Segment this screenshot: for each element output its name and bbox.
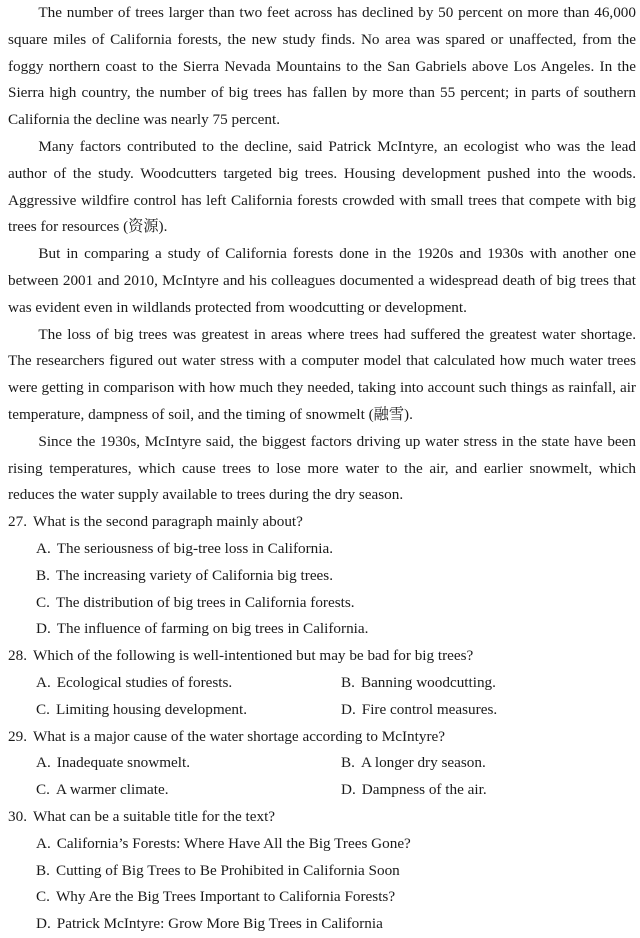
option-text: The increasing variety of California big trees. bbox=[55, 566, 334, 584]
option-letter: B. bbox=[341, 673, 355, 691]
passage-paragraph-5: Since the 1930s, McIntyre said, the biggest factors driving up water stress in the state have been rising temperatures, which cause trees to lose more water to the air, and earlier snowmelt, which reduces the water supply available to trees during the dry season. bbox=[8, 432, 636, 504]
option-b[interactable] bbox=[8, 563, 636, 590]
option-d[interactable] bbox=[341, 697, 497, 724]
option-c[interactable] bbox=[36, 697, 341, 724]
option-letter: D. bbox=[341, 781, 356, 799]
option-row bbox=[8, 777, 636, 804]
option-b[interactable] bbox=[341, 750, 486, 777]
passage-paragraph-4: The loss of big trees was greatest in areas where trees had suffered the greatest water shortage. The researchers figured out water stress with a computer model that calculated how much water trees were getting in comparison with how much they needed, taking into account such things as rainfall, air temperature, dampness of soil, and the timing of snowmelt (融雪). bbox=[8, 325, 636, 423]
question-stem bbox=[8, 724, 636, 751]
option-row bbox=[8, 670, 636, 697]
question-number: 27. bbox=[8, 513, 27, 531]
question-text: What is a major cause of the water shortage according to McIntyre? bbox=[32, 727, 445, 745]
option-letter: D. bbox=[341, 700, 356, 718]
question-text: What is the second paragraph mainly about? bbox=[32, 513, 303, 531]
option-text: A warmer climate. bbox=[55, 781, 169, 799]
option-c[interactable] bbox=[8, 884, 636, 911]
option-text: The distribution of big trees in California forests. bbox=[55, 593, 355, 611]
option-letter: A. bbox=[36, 754, 51, 772]
option-text: Cutting of Big Trees to Be Prohibited in California Soon bbox=[55, 861, 400, 879]
option-d[interactable] bbox=[8, 616, 636, 643]
option-a[interactable] bbox=[36, 670, 341, 697]
question-stem bbox=[8, 509, 636, 536]
option-letter: C. bbox=[36, 700, 50, 718]
question-number: 29. bbox=[8, 727, 27, 745]
passage-paragraph-1: The number of trees larger than two feet across has declined by 50 percent on more than 46,000 square miles of California forests, the new study finds. No area was spared or unaffected, from the foggy northern coast to the Sierra Nevada Mountains to the San Gabriels above Los Angeles. In the Sierra high country, the number of big trees has fallen by more than 55 percent; in parts of southern California the decline was nearly 75 percent. bbox=[8, 4, 636, 129]
question-text: What can be a suitable title for the text? bbox=[32, 807, 276, 825]
option-text: Limiting housing development. bbox=[55, 700, 248, 718]
option-text: Inadequate snowmelt. bbox=[56, 754, 191, 772]
option-a[interactable] bbox=[36, 750, 341, 777]
option-text: Banning woodcutting. bbox=[360, 673, 496, 691]
option-d[interactable] bbox=[341, 777, 487, 804]
passage-paragraph-2: Many factors contributed to the decline, said Patrick McIntyre, an ecologist who was the lead author of the study. Woodcutters targeted big trees. Housing development pushed into the woods. Aggressive wildfire control has left California forests crowded with small trees that compete with big trees for resources (资源). bbox=[8, 137, 636, 236]
option-letter: A. bbox=[36, 834, 51, 852]
option-letter: A. bbox=[36, 673, 51, 691]
option-row bbox=[8, 750, 636, 777]
question-stem bbox=[8, 643, 636, 670]
option-letter: C. bbox=[36, 593, 50, 611]
option-letter: C. bbox=[36, 781, 50, 799]
option-d[interactable] bbox=[8, 911, 636, 938]
option-text: Dampness of the air. bbox=[361, 781, 487, 799]
question-number: 28. bbox=[8, 647, 27, 665]
option-text: Patrick McIntyre: Grow More Big Trees in California bbox=[56, 915, 383, 933]
option-letter: B. bbox=[36, 861, 50, 879]
option-letter: B. bbox=[341, 754, 355, 772]
question-27 bbox=[8, 509, 636, 643]
option-letter: B. bbox=[36, 566, 50, 584]
option-text: Fire control measures. bbox=[361, 700, 498, 718]
question-stem bbox=[8, 804, 636, 831]
passage-paragraph-3: But in comparing a study of California forests done in the 1920s and 1930s with another one between 2001 and 2010, McIntyre and his colleagues documented a widespread death of big trees that was evident even in wildlands protected from woodcutting or development. bbox=[8, 245, 636, 316]
option-text: California’s Forests: Where Have All the Big Trees Gone? bbox=[56, 834, 411, 852]
option-letter: C. bbox=[36, 888, 50, 906]
question-number: 30. bbox=[8, 807, 27, 825]
question-28 bbox=[8, 643, 636, 723]
option-text: Ecological studies of forests. bbox=[56, 673, 233, 691]
option-c[interactable] bbox=[8, 590, 636, 617]
question-29 bbox=[8, 724, 636, 804]
option-letter: A. bbox=[36, 539, 51, 557]
option-row bbox=[8, 697, 636, 724]
option-text: Why Are the Big Trees Important to California Forests? bbox=[55, 888, 396, 906]
option-text: The influence of farming on big trees in California. bbox=[56, 620, 369, 638]
option-letter: D. bbox=[36, 915, 51, 933]
option-letter: D. bbox=[36, 620, 51, 638]
option-b[interactable] bbox=[8, 858, 636, 885]
option-text: The seriousness of big-tree loss in California. bbox=[56, 539, 334, 557]
option-a[interactable] bbox=[8, 536, 636, 563]
question-30 bbox=[8, 804, 636, 938]
question-text: Which of the following is well-intentioned but may be bad for big trees? bbox=[32, 647, 474, 665]
option-a[interactable] bbox=[8, 831, 636, 858]
option-b[interactable] bbox=[341, 670, 496, 697]
option-c[interactable] bbox=[36, 777, 341, 804]
reading-passage bbox=[8, 0, 636, 509]
option-text: A longer dry season. bbox=[360, 754, 486, 772]
